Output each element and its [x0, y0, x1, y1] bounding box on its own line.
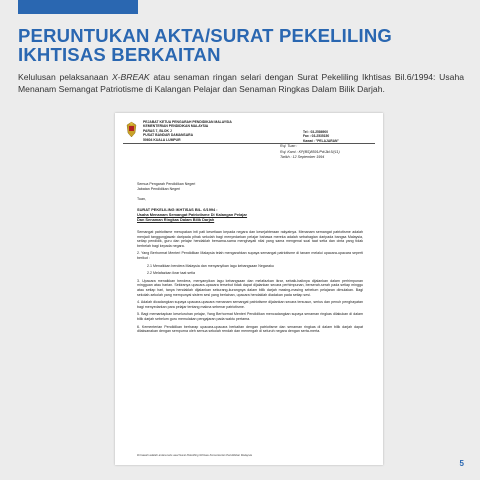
letter-salutation: Tuan, — [137, 197, 147, 201]
top-accent-bar — [18, 0, 138, 14]
header-right-line: Tel : 03-2586900 — [303, 130, 329, 134]
intro-text-1: Kelulusan pelaksanaan — [18, 72, 112, 82]
letter-footer-note: Di bawah adalah antara teks asal Surat Pekeliling Ikhtisas Kementerian Pendidikan Malaysia — [137, 453, 252, 457]
letter-header-right — [303, 130, 378, 143]
letter-body — [137, 230, 363, 337]
letter-paragraph: 2.2 Melafazkan ikrar taat setia — [147, 271, 195, 276]
letter-paragraph: Semangat patriotisme merupakan inti pati kesetiaan kepada negara dan kesejahteraan rakyatnya. Menanam semangat patriotisme adalah menjadi tanggungjawab daripada pihak sekolah bagi menyedarkan pelajar bahawa mereka adalah sebahagian daripada bangsa Malaysia, setiap pendidik, guru dan pelajar hendaklah bersama-sama menghayati nilai yang sama mengenai soal taat setia dan cinta yang tidak berbelah bagi kepada negara. — [137, 230, 363, 248]
reference-line: Tarikh : 12 September 1994 — [280, 155, 325, 160]
letter-subject — [137, 207, 367, 222]
addressee-line: Jabatan Pendidikan Negeri — [137, 186, 181, 191]
addressee-line: Semua Pengarah Pendidikan Negeri — [137, 182, 196, 186]
letter-paragraph: 2. Yang Berhormat Menteri Pendidikan Malaysia telah mengarahkan supaya semangat patriotisme di tanam melalui upacara-upacara seperti berikut : — [137, 251, 363, 260]
page-number: 5 — [459, 459, 464, 468]
reference-line: Ruj. Tuan : — [280, 144, 298, 148]
letter-paragraph: 3. Upacara menaikkan bendera, menyanyikan lagu kebangsaan dan melafazkan ikrar, sebaik-baiknya dijalankan dalam perhimpunan mingguan atau harian. Sekiranya upacara-upacara tersebut tidak dapat dijalankan secara perhimpunan, berserah-serah pada setiap minggu atau setiap hari, tanya hendaklah dijalankan sekurang-kurangnya dalam bilik darjah masing-masing sebelum pelajaran dimulakan. Bagi sekolah-sekolah yang mempunyai sistem sesi yang berlainan, upacara hendaklah diadakan pada setiap sesi. — [137, 278, 363, 297]
intro-paragraph — [18, 72, 464, 95]
page-title: PERUNTUKAN AKTA/SURAT PEKELILING IKHTISAS BERKAITAN — [18, 25, 392, 65]
letter-reference — [280, 144, 380, 161]
header-right-line: Kawat : "PELAJARAN" — [303, 138, 339, 143]
subject-line: Dan Senaman Ringkas Dalam Bilik Darjah — [137, 217, 215, 222]
header-left-line: PEJABAT KETUA PENGARAH PENDIDIKAN MALAYSIA — [143, 120, 232, 124]
intro-xbreak-term: X-BREAK — [111, 72, 150, 82]
header-left-line: 50604 KUALA LUMPUR — [143, 137, 181, 142]
header-left-line: PUSAT BANDAR DAMANSARA — [143, 133, 194, 138]
intro-text-2: atau senaman ringan selari dengan Surat Pekeliling Ikhtisas Bil.6/1994: Usaha Menanam Semangat Patriotisme di Kalangan Pelajar dan Senaman Ringkas Dalam Bilik Darjah. — [18, 72, 464, 94]
header-left-line: PARAS 7, BLOK J — [143, 128, 172, 133]
reference-line: Ruj. Kami : KP(BS)8591/Pd/Jld.5/(11) — [280, 149, 340, 154]
header-right-line: Fax : 03-2535150 — [303, 134, 330, 139]
letter-paragraph: 2.1 Menaikkan bendera Malaysia dan menyanyikan lagu kebangsaan Negaraku — [147, 263, 274, 268]
header-left-line: KEMENTERIAN PENDIDIKAN MALAYSIA — [143, 124, 209, 129]
letter-addressee — [137, 182, 257, 191]
letter-header-left — [143, 120, 283, 142]
circular-letter-image — [115, 113, 383, 465]
malaysia-crest-icon — [125, 121, 138, 138]
letter-paragraph: 6. Kementerian Pendidikan berharap upacara-upacara berkaitan dengan patriotisme dan senaman ringkas di dalam bilik darjah dapat dilaksanakan dengan sempurna oleh semua sekolah rendah dan menengah di seluruh negara dengan serta-merta. — [137, 324, 363, 334]
subject-line: SURAT PEKELILING IKHTISAS BIL. 6/1994 : — [137, 207, 218, 212]
subject-line: Usaha Menanam Semangat Patriotisme Di Kalangan Pelajar — [137, 212, 248, 217]
letter-paragraph: 4. Adalah dicadangkan supaya upacara-upacara menanam semangat patriotisme dijalankan secara tersusun, serius dan penuh penghayatan bagi menyedarkan para pelajar tentang makna sebenar patriotisme. — [137, 300, 363, 309]
letter-paragraph: 5. Bagi memantapkan keseluruhan pelajar, Yang Berhormat Menteri Pendidikan mencadangkan supaya senaman ringkas dilakukan di dalam bilik darjah sebelum guru memulakan pengajaran pada waktu pertama. — [137, 312, 363, 321]
